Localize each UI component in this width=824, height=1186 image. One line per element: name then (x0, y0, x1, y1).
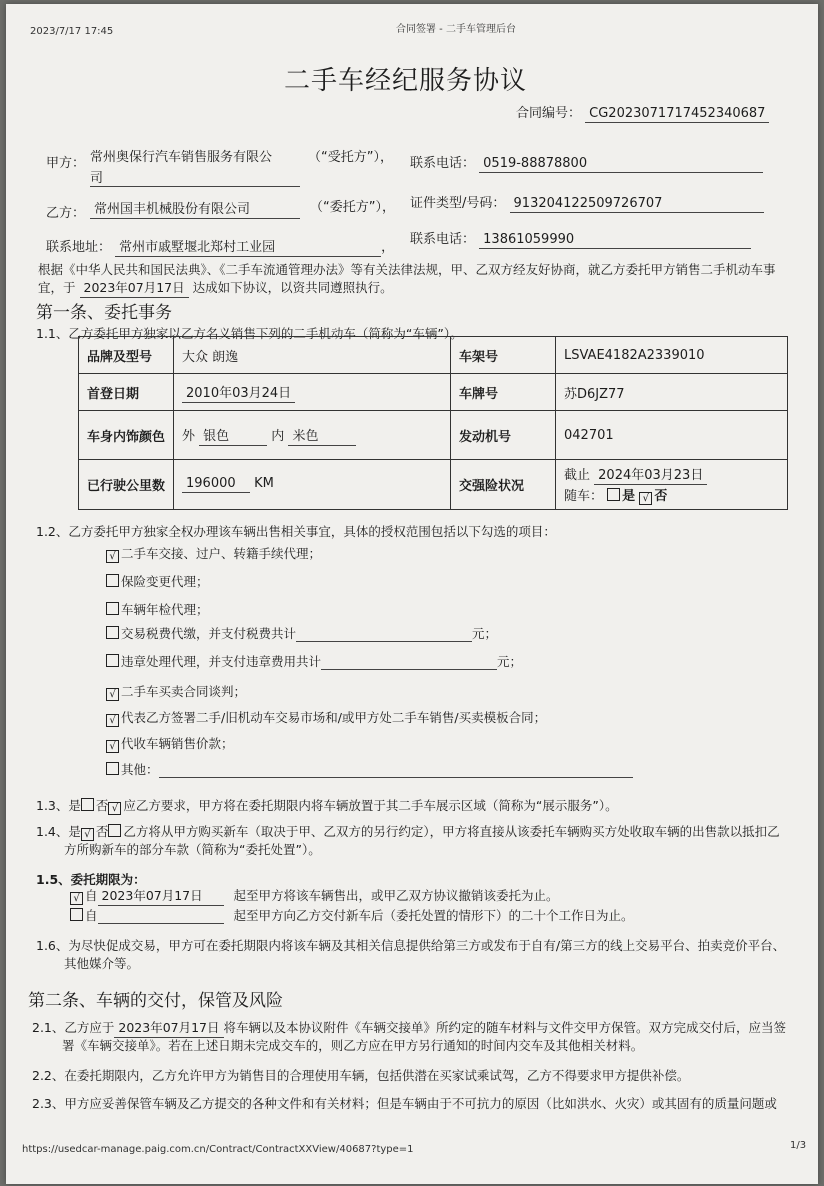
party-b-phone (410, 228, 751, 249)
brand-value: 大众 朗逸 (174, 337, 451, 374)
clause-2-1 (32, 1018, 786, 1038)
party-a-phone-label: 联系电话： (410, 156, 476, 171)
contract-number-value: CG2023071717452340687 (585, 106, 769, 123)
party-a-label: 甲方： (46, 156, 86, 171)
clause-2-1-cont: 署《车辆交接单》。若在上述日期未完成交车的，则乙方应在甲方另行通知的时间内交车及其他相关材料。 (62, 1038, 644, 1053)
plate-value: 苏D6JZ77 (556, 374, 788, 411)
first-reg-value: 2010年03月24日 (182, 382, 295, 403)
document-title: 二手车经纪服务协议 (284, 66, 528, 96)
exterior-color: 银色 (199, 425, 267, 446)
clause-1-3-no-label: 否 (95, 798, 109, 813)
engine-label: 发动机号 (451, 411, 556, 460)
clause-1-1: 1.1、乙方委托甲方独家以乙方名义销售下列的二手机动车（简称为“车辆”）。 (36, 326, 463, 341)
term-2-from: 自 (85, 908, 98, 923)
option-checkbox[interactable] (106, 654, 119, 667)
no-checkbox[interactable]: √ (639, 492, 652, 505)
clause-1-3 (36, 796, 618, 815)
option-5 (106, 682, 246, 701)
term-1-text: 起至甲方将该车辆售出，或甲乙双方协议撤销该委托为止。 (233, 888, 559, 903)
option-text: 违章处理代理，并支付违章费用共计 (121, 654, 322, 669)
option-checkbox[interactable]: √ (106, 550, 119, 563)
vin-value: LSVAE4182A2339010 (556, 337, 788, 374)
print-datetime: 2023/7/17 17:45 (30, 26, 114, 37)
insurance-label: 交强险状况 (451, 460, 556, 510)
insurance-date: 2024年03月23日 (594, 464, 707, 485)
clause-1-3-yes-label: 1.3、是 (36, 798, 81, 813)
insurance-prefix: 截止 (564, 468, 591, 483)
preamble-line1: 根据《中华人民共和国民法典》、《二手车流通管理办法》等有关法律法规，甲、乙双方经友好协商，就乙方委托甲方销售二手机动车事 (38, 262, 776, 277)
term-1-from: 自 (85, 888, 98, 903)
first-reg-label: 首登日期 (79, 374, 174, 411)
option-1 (106, 572, 209, 590)
interior-prefix: 内 (271, 428, 285, 444)
option-checkbox[interactable]: √ (106, 688, 119, 701)
term-option-2 (70, 906, 634, 924)
table-row (79, 411, 788, 460)
option-4 (106, 652, 522, 670)
preamble-prefix: 宜，于 (38, 280, 76, 295)
violation-amount-field[interactable] (321, 654, 497, 670)
option-suffix: 元； (497, 654, 523, 669)
term-1-date: 2023年07月17日 (98, 886, 224, 906)
brand-label: 品牌及型号 (79, 337, 174, 374)
vehicle-info-table (78, 336, 788, 510)
party-a-phone-value: 0519-88878800 (479, 156, 763, 173)
clause-2-1-prefix: 2.1、乙方应于 (32, 1020, 115, 1035)
option-text: 其他： (121, 762, 159, 777)
insurance-with-car (564, 485, 779, 505)
color-cell (174, 411, 451, 460)
mileage-unit: KM (254, 476, 274, 491)
yes-checkbox[interactable] (607, 488, 620, 501)
term-2-text: 起至甲方向乙方交付新车后（委托处置的情形下）的二十个工作日为止。 (233, 908, 634, 923)
other-field[interactable] (159, 762, 633, 778)
option-suffix: 元； (472, 626, 498, 641)
engine-value: 042701 (556, 411, 788, 460)
clause-1-4-yes-label: 1.4、是 (36, 824, 81, 839)
disposal-yes-checkbox[interactable]: √ (81, 828, 94, 841)
page-url: https://usedcar-manage.paig.com.cn/Contract/ContractXXView/40687?type=1 (22, 1144, 414, 1155)
plate-label: 车牌号 (451, 374, 556, 411)
clause-2-1-date: 2023年07月17日 (114, 1018, 223, 1038)
party-b-label: 乙方： (46, 206, 86, 221)
option-text: 二手车买卖合同谈判； (121, 684, 247, 699)
option-2 (106, 600, 209, 618)
contract-paper (6, 4, 818, 1184)
clause-1-3-text: 应乙方要求，甲方将在委托期限内将车辆放置于其二手车展示区域（简称为“展示服务”）。 (123, 798, 618, 813)
insurance-expiry (564, 464, 779, 485)
yes-label: 是 (622, 489, 636, 504)
option-8 (106, 760, 633, 778)
party-a-name-line1: 常州奥保行汽车销售服务有限公 (90, 150, 273, 165)
term-option-1 (70, 886, 559, 906)
party-b-phone-label: 联系电话： (410, 232, 476, 247)
preamble-suffix: 达成如下协议，以资共同遵照执行。 (192, 280, 393, 295)
contract-number-label: 合同编号： (516, 106, 582, 121)
preamble-line2 (38, 278, 393, 298)
mileage-label: 已行驶公里数 (79, 460, 174, 510)
option-checkbox[interactable] (106, 626, 119, 639)
party-b-name: 常州国丰机械股份有限公司 (90, 198, 300, 219)
option-checkbox[interactable] (106, 602, 119, 615)
party-b-address-label: 联系地址： (46, 240, 112, 255)
display-no-checkbox[interactable]: √ (108, 802, 121, 815)
option-text: 车辆年检代理； (121, 602, 209, 617)
party-a-name-line2: 司 (90, 167, 300, 187)
clause-1-6-cont: 其他媒介等。 (64, 956, 140, 971)
clause-2-2: 2.2、在委托期限内，乙方允许甲方为销售目的合理使用车辆，包括供潜在买家试乘试驾，乙方不得要求甲方提供补偿。 (32, 1068, 690, 1083)
party-a-role: （“受托方”）， (308, 150, 393, 165)
term-2-checkbox[interactable] (70, 908, 83, 921)
clause-1-4-no-label: 否 (95, 824, 109, 839)
term-2-date-field[interactable] (98, 908, 224, 924)
option-text: 交易税费代缴，并支付税费共计 (121, 626, 297, 641)
clause-2-3: 2.3、甲方应妥善保管车辆及乙方提交的各种文件和有关材料；但是车辆由于不可抗力的原因（比如洪水、火灾）或其固有的质量问题或 (32, 1096, 777, 1111)
display-yes-checkbox[interactable] (81, 798, 94, 811)
table-row (79, 337, 788, 374)
option-0 (106, 544, 321, 563)
insurance-cell (556, 460, 788, 510)
party-b-phone-value: 13861059990 (479, 232, 751, 249)
with-car-label: 随车： (564, 489, 604, 504)
disposal-no-checkbox[interactable] (108, 824, 121, 837)
no-label: 否 (654, 489, 668, 504)
option-checkbox[interactable]: √ (106, 740, 119, 753)
term-1-checkbox[interactable]: √ (70, 892, 83, 905)
page-number: 1/3 (790, 1140, 807, 1151)
option-text: 代表乙方签署二手/旧机动车交易市场和/或甲方处二手车销售/买卖模板合同； (121, 710, 547, 725)
mileage-value: 196000 (182, 476, 250, 493)
clause-1-6: 1.6、为尽快促成交易，甲方可在委托期限内将该车辆及其相关信息提供给第三方或发布于自有/第三方的线上交易平台、拍卖竞价平台、 (36, 938, 786, 953)
tax-amount-field[interactable] (296, 626, 472, 642)
option-text: 二手车交接、过户、转籍手续代理； (121, 546, 322, 561)
option-7 (106, 734, 234, 753)
option-3 (106, 624, 497, 642)
party-b-id-label: 证件类型/号码： (410, 196, 506, 211)
option-checkbox[interactable]: √ (106, 714, 119, 727)
party-b-name-wrap (90, 198, 300, 219)
site-title: 合同签署 - 二手车管理后台 (396, 24, 516, 35)
party-b-address-value: 常州市戚墅堰北郑村工业园 (115, 236, 381, 257)
party-b-id (410, 192, 764, 213)
party-a-name (90, 146, 300, 187)
table-row (79, 460, 788, 510)
clause-2-1-text: 将车辆以及本协议附件《车辆交接单》所约定的随车材料与文件交甲方保管。双方完成交付后，应当签 (223, 1020, 787, 1035)
clause-1-5-title: 1.5、委托期限为： (36, 872, 146, 887)
vin-label: 车架号 (451, 337, 556, 374)
interior-color: 米色 (288, 425, 356, 446)
exterior-prefix: 外 (182, 428, 196, 444)
article1-title: 第一条、委托事务 (36, 303, 172, 323)
option-checkbox[interactable] (106, 574, 119, 587)
party-a-phone (410, 152, 763, 173)
party-b-id-value: 913204122509726707 (510, 196, 764, 213)
clause-1-2: 1.2、乙方委托甲方独家全权办理该车辆出售相关事宜，具体的授权范围包括以下勾选的项目： (36, 524, 556, 539)
party-b-role: （“委托方”）， (310, 200, 395, 215)
clause-1-4-text: 乙方将从甲方购买新车（取决于甲、乙双方的另行约定），甲方将直接从该委托车辆购买方处收取车辆的出售款以抵扣乙 (123, 824, 780, 839)
option-6 (106, 708, 546, 727)
clause-1-4 (36, 822, 780, 841)
table-row (79, 374, 788, 411)
article2-title: 第二条、车辆的交付，保管及风险 (28, 991, 283, 1011)
mileage-cell (174, 460, 451, 510)
color-label: 车身内饰颜色 (79, 411, 174, 460)
party-b-address-comma: ， (381, 240, 395, 255)
contract-number (516, 102, 769, 123)
first-reg-cell (174, 374, 451, 411)
clause-1-4-cont: 方所购新车的部分车款（简称为“委托处置”）。 (64, 842, 321, 857)
option-text: 保险变更代理； (121, 574, 209, 589)
preamble-date: 2023年07月17日 (80, 278, 189, 298)
party-b-address (46, 236, 394, 257)
option-text: 代收车辆销售价款； (121, 736, 234, 751)
option-checkbox[interactable] (106, 762, 119, 775)
